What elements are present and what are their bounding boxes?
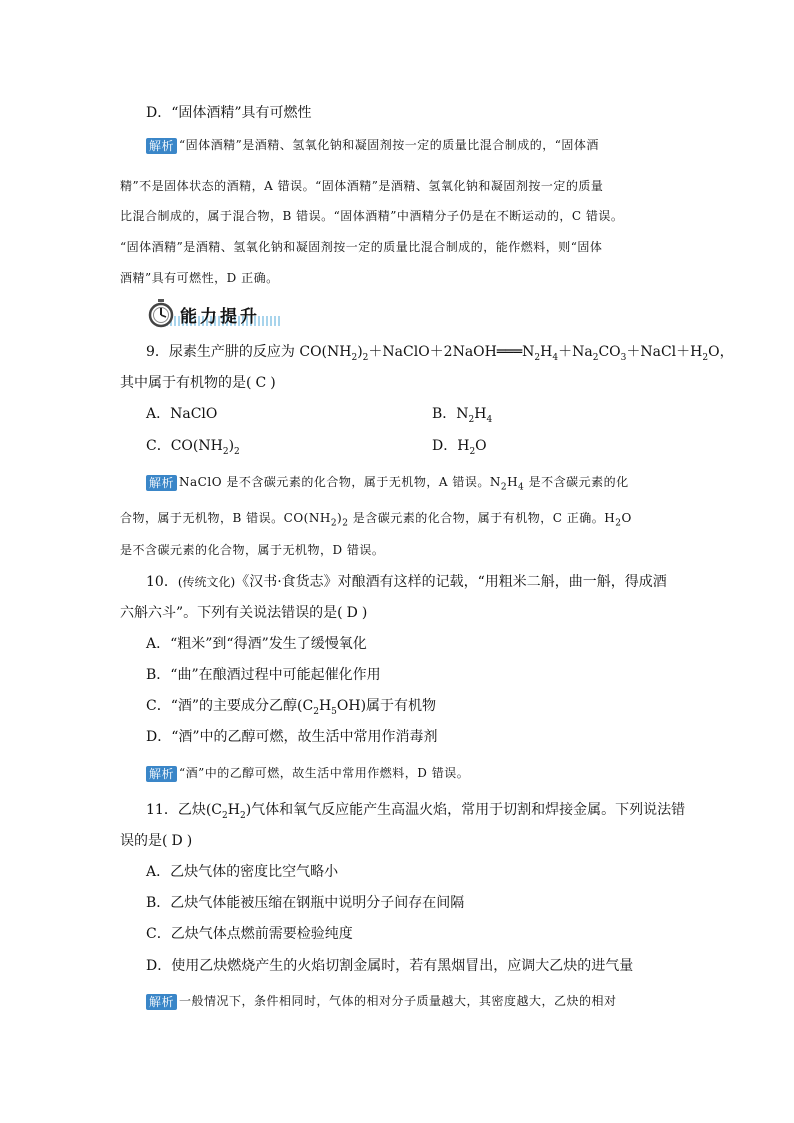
q11-stem-line-2: 误的是( D ) [120, 833, 193, 849]
q10-answer: D [346, 605, 358, 621]
analysis-badge: 解析 [146, 766, 177, 782]
q9-analysis-line-1: 解析 NaClO 是不含碳元素的化合物，属于无机物，A 错误。$N_2H_4$ 是不含碳元素的化 [146, 474, 694, 491]
q11-option-c: C．乙炔气体点燃前需要检验纯度 [146, 926, 353, 942]
q11-analysis: 解析 一般情况下，条件相同时，气体的相对分子质量越大，其密度越大，乙炔的相对 [146, 993, 694, 1010]
q10-option-c: C．“酒”的主要成分乙醇$(C_2H_5OH)$属于有机物 [146, 698, 437, 717]
q11-option-a: A．乙炔气体的密度比空气略小 [146, 864, 339, 880]
q9-analysis-line-3: 是不含碳元素的化合物，属于无机物，D 错误。 [120, 543, 385, 557]
q11-option-d: D．使用乙炔燃烧产生的火焰切割金属时，若有黑烟冒出，应调大乙炔的进气量 [146, 958, 634, 974]
q10-option-a: A．“粗米”到“得酒”发生了缓慢氧化 [146, 636, 367, 652]
q8-analysis-line-5: 酒精”具有可燃性，D 正确。 [120, 271, 279, 285]
q11-stem-line-1: 11．乙炔$(C_2H_2)$气体和氧气反应能产生高温火焰，常用于切割和焊接金属。下列说法错 [146, 802, 686, 821]
q8-analysis-line-4: “固体酒精”是酒精、氢氧化钠和凝固剂按一定的质量比混合制成的，能作燃料，则“固体 [120, 240, 603, 254]
section-banner [146, 298, 286, 328]
q8-option-d: D．“固体酒精”具有可燃性 [146, 105, 312, 121]
q10-option-b: B．“曲”在酿酒过程中可能起催化作用 [146, 667, 381, 683]
section-title: 能力提升 [180, 307, 260, 327]
q10-stem-line-2: 六斛六斗”。下列有关说法错误的是( D ) [120, 605, 368, 621]
q9-option-c: C．$CO(NH_2)_2$ [146, 438, 240, 457]
q10-option-d: D．“酒”中的乙醇可燃，故生活中常用作消毒剂 [146, 729, 438, 745]
q9-stem-line-1: 9．尿素生产肼的反应为 $CO(NH_2)_2+NaClO+2NaOH═══N_2H_4+Na_2CO_3+NaCl+H_2O$， [146, 344, 734, 363]
analysis-badge: 解析 [146, 475, 177, 491]
q9-stem-line-2: 其中属于有机物的是( C ) [120, 375, 276, 391]
q8-analysis-line-3: 比混合制成的，属于混合物，B 错误。“固体酒精”中酒精分子仍是在不断运动的，C 错误。 [120, 209, 624, 223]
q9-option-b: B．$N_2H_4$ [432, 406, 493, 425]
q9-answer: C [255, 375, 267, 391]
q8-analysis-line-1: 解析 “固体酒精”是酒精、氢氧化钠和凝固剂按一定的质量比混合制成的，“固体酒 [146, 137, 694, 154]
q9-analysis-line-2: 合物，属于无机物，B 错误。$CO(NH_2)_2$ 是含碳元素的化合物，属于有机物，C 正确。$H_2O$ [120, 511, 632, 529]
q11-answer: D [171, 833, 183, 849]
q11-option-b: B．乙炔气体能被压缩在钢瓶中说明分子间存在间隔 [146, 895, 465, 911]
stopwatch-icon [146, 298, 176, 328]
q10-source-tag: (传统文化) [177, 575, 236, 589]
q10-analysis: 解析 “酒”中的乙醇可燃，故生活中常用作燃料，D 错误。 [146, 765, 694, 782]
q10-stem-line-1: 10．(传统文化)《汉书·食货志》对酿酒有这样的记载，“用粗米二斛，曲一斛，得成酒 [146, 574, 667, 590]
analysis-badge: 解析 [146, 138, 177, 154]
q9-option-d: D．$H_2O$ [432, 438, 487, 457]
analysis-badge: 解析 [146, 994, 177, 1010]
q9-option-a: A．NaClO [146, 406, 218, 422]
q8-analysis-line-2: 精”不是固体状态的酒精，A 错误。“固体酒精”是酒精、氢氧化钠和凝固剂按一定的质量 [120, 179, 604, 193]
